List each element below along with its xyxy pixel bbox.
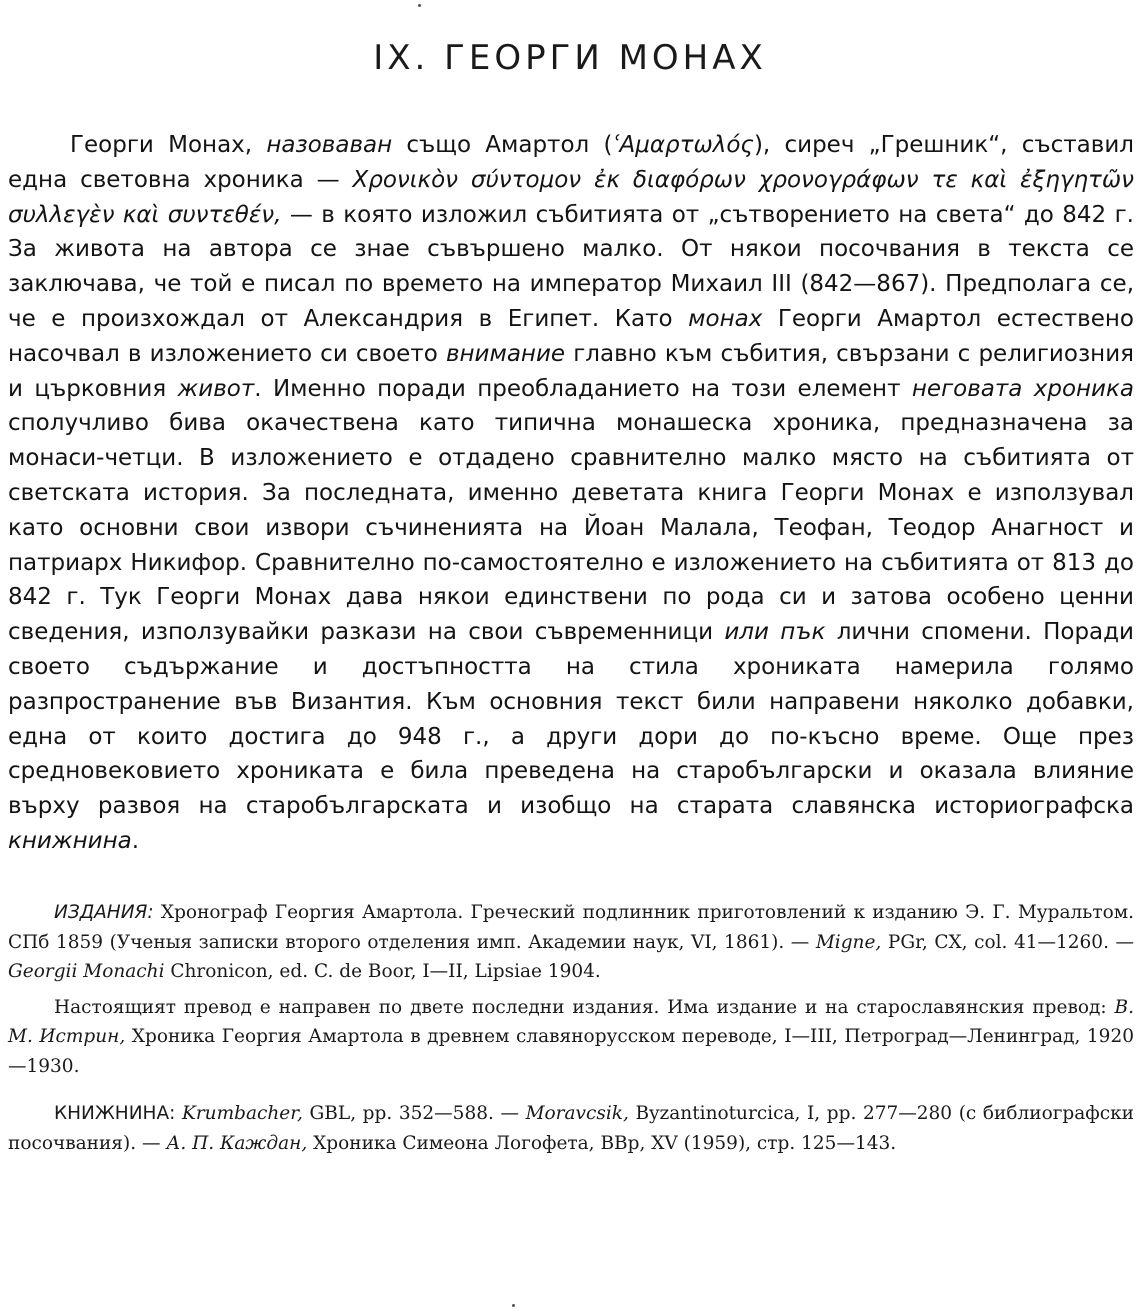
greek-title: Χρονικὸν σύντομον ἐκ διαφόρων χρονογράφων τε καὶ ἐξηγητῶν συλλεγὲν καὶ συντεθέν,: [8, 166, 1134, 228]
scan-speck: [512, 1304, 515, 1307]
text-run: .: [131, 827, 140, 854]
text-run: Настоящият превод е направен по двете последни издания. Има издание и на старославянския превод:: [54, 996, 1115, 1018]
text-run: Byzantinoturcica, I, pp. 277—280 (с библиографски посочвания). —: [8, 1103, 1135, 1154]
italic-run: Georgii Monachi: [8, 961, 165, 982]
text-run: Хроника Георгия Амартола в древнем славянорусском переводе, I—III, Петроград—Ленинград, 1920—1930.: [8, 1026, 1134, 1077]
text-run: [175, 1103, 182, 1124]
text-run: . Именно поради преобладанието на този елемент: [254, 375, 912, 402]
scan-speck: [418, 4, 421, 7]
literature-label: КНИЖНИНА:: [54, 1103, 176, 1124]
italic-run: живот: [177, 375, 255, 402]
text-run: главно към събития, свързани с религиозния и църковния: [8, 340, 1134, 402]
chapter-title: IX. ГЕОРГИ МОНАХ: [373, 38, 767, 78]
literature-note: [8, 1099, 1134, 1158]
translation-note: [8, 993, 1134, 1082]
text-run: Георги Амартол естествено насочвал в изложението си своето: [8, 305, 1134, 367]
italic-run: В. М. Истрин,: [8, 996, 1134, 1047]
italic-run: монах: [688, 305, 763, 332]
editions-label: ИЗДАНИЯ:: [54, 902, 154, 923]
italic-run: или пък: [724, 619, 826, 646]
text-run: Chronicon, ed. C. de Boor, I—II, Lipsiae 1904.: [164, 961, 601, 982]
editions-note: [8, 898, 1134, 987]
bibliography-notes: [8, 898, 1134, 1158]
greek-term: ʿΑμαρτωλός: [612, 132, 754, 158]
text-run: Георги Монах,: [70, 132, 267, 158]
text-run: PGr, CX, col. 41—1260. —: [881, 931, 1134, 953]
italic-run: Migne,: [815, 931, 882, 953]
text-run: GBL, pp. 352—588. —: [302, 1103, 526, 1124]
text-run: — в която изложил събитията от „сътворението на света“ до 842 г. За живота на автора се знае съвършено малко. От някои посочвания в текста се заключава, че той е писал по времето на император Михаил III (842—867). Предполага се, че е произхождал от Александрия в Египет. Като: [8, 201, 1134, 332]
main-paragraph: [8, 128, 1134, 859]
text-run: ), сиреч „Грешник“, съставил една световна хроника —: [8, 132, 1134, 193]
italic-run: Krumbacher,: [182, 1103, 303, 1124]
italic-run: А. П. Каждан,: [166, 1132, 308, 1154]
italic-run: книжнина: [8, 827, 132, 854]
text-run: сполучливо бива окачествена като типична монашеска хроника, предназначена за монаси-четци. В изложението е отдадено сравнително малко място на събитията от светската история. За последната, именно деветата книга Георги Монах е използувал като основни свои извори съчиненията на Йоан Малала, Теофан, Теодор Анагност и патриарх Никифор. Сравнително по-самостоятелно е изложението на събитията от 813 до 842 г. Тук Георги Монах дава някои единствени по рода си и затова особено ценни сведения, използувайки разкази на свои съвременници: [8, 410, 1134, 646]
italic-run: назоваван: [266, 132, 393, 158]
text-run: също Амартол (: [392, 132, 613, 158]
italic-run: неговата хроника: [911, 375, 1134, 402]
italic-run: внимание: [445, 340, 566, 367]
text-run: лични спомени. Поради своето съдържание и достъпността на стила хрониката намерила голямо разпространение във Византия. Към основния текст били направени няколко добавки, една от които достига до 948 г., а други дори до по-късно време. Още през средновековието хрониката е била преведена на старобългарски и оказала влияние върху развоя на старобългарската и изобщо на старата славянска историографска: [8, 619, 1134, 820]
italic-run: Moravcsik,: [525, 1103, 629, 1124]
text-run: Хронограф Георгия Амартола. Греческий подлинник приготовлений к изданию Э. Г. Муральтом. СПб 1859 (Ученыя записки второго отделения имп. Академии наук, VI, 1861). —: [8, 902, 1134, 953]
text-run: Хроника Симеона Логофета, ВВр, XV (1959), стр. 125—143.: [307, 1132, 897, 1154]
